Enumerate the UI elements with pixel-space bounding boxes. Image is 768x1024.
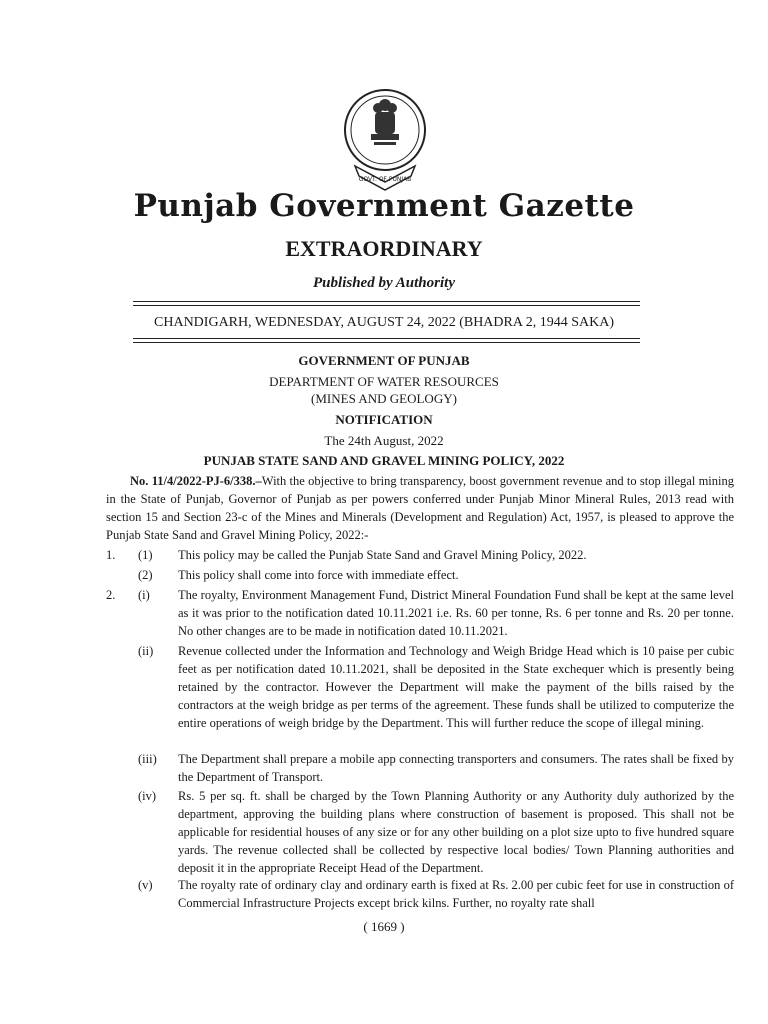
clause-text: The Department shall prepare a mobile app connecting transporters and consumers. The rates shall be fixed by the Department of Transport.: [178, 752, 734, 784]
dateline: CHANDIGARH, WEDNESDAY, AUGUST 24, 2022 (BHADRA 2, 1944 SAKA): [154, 315, 614, 330]
top-rule-2: [133, 305, 640, 306]
clause-subnumber: (i): [138, 588, 150, 602]
clause-subnumber: (1): [138, 548, 153, 562]
clause-subnumber: (iv): [138, 789, 157, 803]
clause-text: Rs. 5 per sq. ft. shall be charged by the Town Planning Authority or any Authority duly authorized by the department, approving the building plans where construction of basement is proposed. This shall not be applicable for residential houses of any size or for any other building on a plot size upto to five hundred square yards. The revenue collected shall be collected by respective local bodies/ Town Planning authorities and deposit it in the appropriate Receipt Head of the Department.: [178, 789, 734, 875]
clause-text: This policy shall come into force with immediate effect.: [178, 568, 459, 582]
svg-text:GOVT. OF PUNJAB: GOVT. OF PUNJAB: [358, 176, 412, 183]
clause-text: Revenue collected under the Information and Technology and Weigh Bridge Head which is 10 paise per cubic feet as per notification dated 10.11.2021, shall be deposited in the State exchequer which is presently being retained by the contractor. However the Department will make the payment of the bills raised by the contractors at the weigh bridge as per terms of the agreement. These funds shall be utilized to computerize the entire operations of weigh bridge by the Department. This will further reduce the scope of illegal mining.: [178, 644, 734, 730]
clause-subnumber: (v): [138, 878, 153, 892]
intro-paragraph: [106, 472, 734, 544]
notification-number: No. 11/4/2022-PJ-6/338.–: [130, 474, 262, 488]
clause-subnumber: (2): [138, 568, 153, 582]
notification-date: The 24th August, 2022: [324, 433, 444, 448]
bottom-rule-1: [133, 338, 640, 339]
gazette-title: Punjab Government Gazette: [133, 188, 635, 224]
page-number: ( 1669 ): [363, 919, 405, 934]
top-rule-1: [133, 301, 640, 302]
clause-text: The royalty, Environment Management Fund, District Mineral Foundation Fund shall be kept at the same level as it was prior to the notification dated 10.11.2021 i.e. Rs. 60 per tonne, Rs. 6 per tonne and Rs. 20 per tonne. No other changes are to be made in notification dated 10.11.2021.: [178, 588, 734, 638]
notification-heading: NOTIFICATION: [335, 412, 433, 427]
government-heading: GOVERNMENT OF PUNJAB: [298, 353, 470, 368]
intro-text: With the objective to bring transparency, boost government revenue and to stop illegal mining in the State of Punjab, Governor of Punjab as per powers conferred under Punjab Minor Mineral Rules, 2013 read with section 15 and Section 23-c of the Mines and Minerals (Development and Regulation) Act, 1957, is pleased to approve the Punjab State Sand and Gravel Mining Policy, 2022:-: [106, 474, 735, 542]
department-heading: DEPARTMENT OF WATER RESOURCES: [269, 374, 499, 389]
clause-text: The royalty rate of ordinary clay and ordinary earth is fixed at Rs. 2.00 per cubic feet for use in construction of Commercial Infrastructure Projects except brick kilns. Further, no royalty rate shall: [178, 878, 734, 910]
wing-heading: (MINES AND GEOLOGY): [311, 391, 457, 406]
emblem-seal-icon: [339, 86, 431, 194]
bottom-rule-2: [133, 342, 640, 343]
gazette-subtitle: EXTRAORDINARY: [285, 236, 483, 261]
clause-text: This policy may be called the Punjab State Sand and Gravel Mining Policy, 2022.: [178, 548, 587, 562]
policy-title: PUNJAB STATE SAND AND GRAVEL MINING POLICY, 2022: [203, 453, 565, 468]
clause-number: 1.: [106, 548, 116, 562]
state-emblem: [339, 86, 431, 194]
clause-subnumber: (ii): [138, 644, 154, 658]
clause-number: 2.: [106, 588, 116, 602]
published-by-authority: Published by Authority: [313, 275, 455, 291]
clause-subnumber: (iii): [138, 752, 157, 766]
